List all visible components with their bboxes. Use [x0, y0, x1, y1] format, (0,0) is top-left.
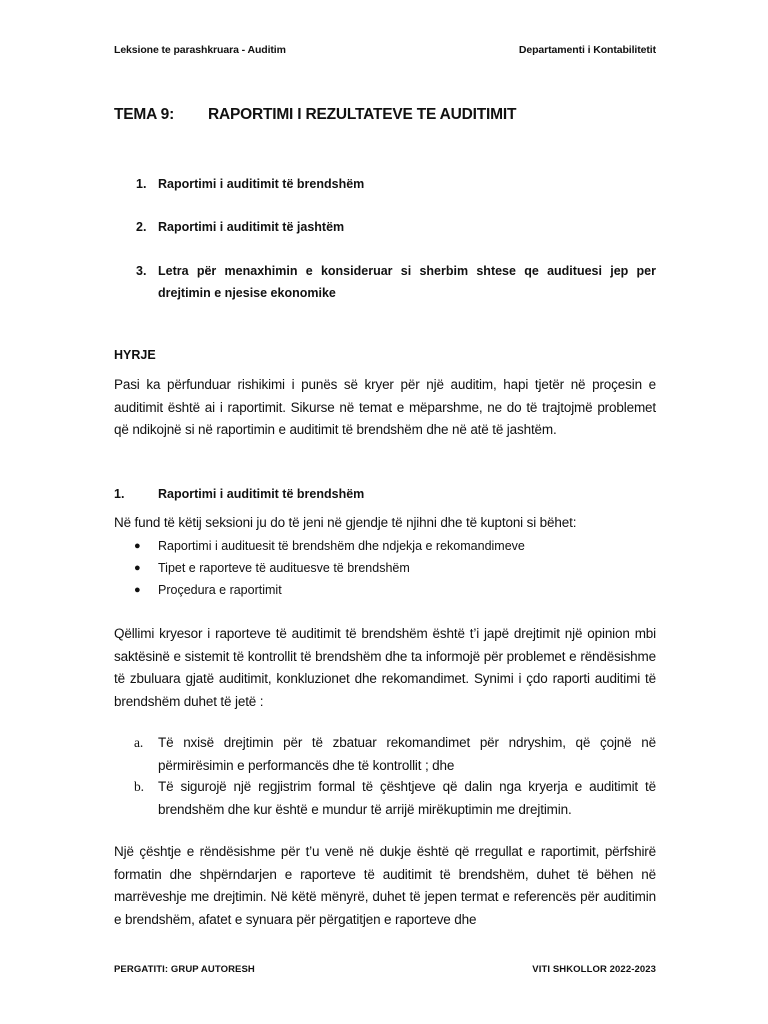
bullet-item: [134, 579, 282, 601]
title-text: RAPORTIMI I REZULTATEVE TE AUDITIMIT: [208, 106, 517, 123]
item-text: Të nxisë drejtimin për të zbatuar rekomandimet për ndryshim, që çojnë në përmirësimin e performancës dhe të kontrollit ; dhe: [158, 735, 656, 773]
footer-left: PERGATITI: GRUP AUTORESH: [114, 964, 255, 975]
running-header-left: Leksione te parashkruara - Auditim: [114, 44, 286, 56]
toc-number: 1.: [136, 177, 147, 191]
lettered-item: [134, 776, 656, 821]
body-paragraph: Qëllimi kryesor i raporteve të auditimit të brendshëm është t’i japë drejtimit një opinion mbi saktësinë e sistemit të kontrollit të brendshëm dhe ta informojë për problemet e rëndësishme të zbuluara gjatë auditimit, konkluzionet dhe rekomandimet. Synimi i çdo raporti auditimi të brendshëm duhet të jetë :: [114, 626, 656, 709]
bullet-text: Proçedura e raportimit: [158, 583, 282, 597]
bullet-icon: ●: [134, 584, 141, 596]
section-heading: [114, 487, 656, 501]
item-text: Të sigurojë një regjistrim formal të çështjeve që dalin nga kryerja e auditimit të brendshëm dhe kur është e mundur të arrijë mirëkuptimin me drejtimin.: [158, 779, 656, 817]
toc-item: [114, 216, 656, 238]
toc-number: 3.: [136, 264, 147, 278]
intro-paragraph: Pasi ka përfunduar rishikimi i punës së kryer për një auditim, hapi tjetër në proçesin e auditimit është ai i raportimit. Sikurse në temat e mëparshme, ne do të trajtojmë problemet që ndikojnë si në raportimin e auditimit të brendshëm dhe në atë të jashtëm.: [114, 377, 656, 437]
bullet-text: Tipet e raporteve të audituesve të brendshëm: [158, 561, 410, 575]
toc-text: Raportimi i auditimit të brendshëm: [158, 177, 365, 191]
item-marker: b.: [134, 779, 144, 794]
toc-item: [114, 260, 656, 304]
section-lead: Në fund të këtij seksioni ju do të jeni në gjendje të njihni dhe të kuptoni si bëhet:: [114, 515, 577, 530]
item-marker: a.: [134, 735, 144, 750]
lettered-item: [134, 732, 656, 777]
toc-item: [114, 173, 656, 195]
bullet-icon: ●: [134, 540, 141, 552]
section-number: 1.: [114, 487, 125, 501]
toc-text: Raportimi i auditimit të jashtëm: [158, 220, 345, 234]
bullet-item: [134, 557, 410, 579]
bullet-icon: ●: [134, 562, 141, 574]
toc-number: 2.: [136, 220, 147, 234]
bullet-text: Raportimi i audituesit të brendshëm dhe ndjekja e rekomandimeve: [158, 539, 525, 553]
running-header-right: Departamenti i Kontabilitetit: [518, 44, 656, 56]
body-paragraph: Një çështje e rëndësishme për t’u venë në dukje është që rregullat e raportimit, përfshirë formatin dhe shpërndarjen e raporteve të auditimit të brendshëm, duhet të bëhen në marrëveshje me drejtimin. Në këtë mënyrë, duhet të jepen termat e referencës për auditimin e brendshëm, afatet e synuara për përgatitjen e raporteve dhe: [114, 844, 656, 927]
title-label: TEMA 9:: [114, 106, 175, 123]
section-title: Raportimi i auditimit të brendshëm: [158, 487, 365, 501]
intro-heading: HYRJE: [114, 348, 156, 362]
toc-text: Letra për menaxhimin e konsideruar si sherbim shtese qe audituesi jep per drejtimin e njesise ekonomike: [158, 264, 656, 300]
bullet-item: [134, 535, 525, 557]
page-title: [114, 106, 517, 124]
footer-right: VITI SHKOLLOR 2022-2023: [532, 964, 656, 975]
